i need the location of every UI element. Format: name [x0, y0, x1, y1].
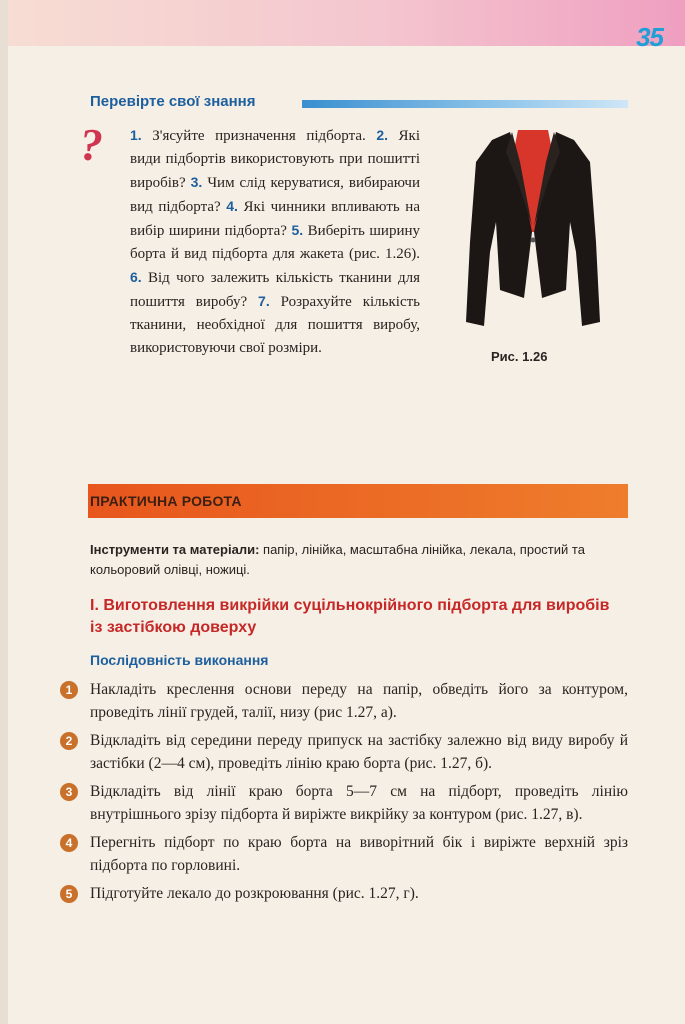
question-number: 2. — [376, 127, 388, 143]
question-number: 5. — [291, 222, 304, 238]
question-text: З'ясуйте призначення підборта. — [152, 128, 366, 144]
question-text: Виберіть ширину борта й вид підборта для жакета (рис. 1.26). — [130, 223, 421, 262]
question-text: Які види підбортів використовують при пошитті виробів? — [130, 128, 421, 191]
figure-caption: Рис. 1.26 — [491, 349, 548, 364]
question-text: Розрахуйте кількість тканини, необхідної для пошиття виробу, використовуючи свої розміри. — [130, 294, 421, 356]
question-number: 7. — [258, 293, 270, 309]
step-number-badge: 2 — [60, 732, 78, 750]
step-number-badge: 3 — [60, 783, 78, 801]
step-number-badge: 1 — [60, 681, 78, 699]
question-number: 4. — [226, 198, 238, 214]
question-text: Які чинники впливають на вибір ширини підборта? — [130, 199, 420, 239]
step-list — [60, 678, 628, 910]
question-text: Чим слід керуватися, вибираючи вид підборта? — [130, 175, 421, 215]
list-item — [60, 831, 628, 877]
question-number: 1. — [130, 127, 142, 143]
question-number: 3. — [190, 174, 203, 190]
question-mark-icon: ? — [80, 119, 103, 170]
list-item — [60, 780, 628, 826]
header-band — [8, 0, 685, 46]
materials-paragraph — [90, 540, 630, 580]
list-item — [60, 882, 628, 905]
page-number: 35 — [636, 22, 663, 52]
step-number-badge: 5 — [60, 885, 78, 903]
knowledge-check-title: Перевірте свої знання — [90, 93, 256, 110]
question-list — [130, 124, 420, 360]
sequence-title: Послідовність виконання — [90, 652, 269, 668]
jacket-icon — [462, 122, 604, 332]
title-underline-bar — [302, 100, 628, 108]
step-text: Відкладіть від лінії краю борта 5—7 см на підборт, проведіть лінію внутрішнього зрізу підборта й виріжте викрійку за контуром (рис. 1.27, в). — [90, 783, 628, 823]
step-text: Перегніть підборт по краю борта на виворітний бік і виріжте верхній зріз підборта по горловині. — [90, 834, 628, 874]
task-subtitle: I. Виготовлення викрійки суцільнокрійного підборта для виробів із застібкою доверху — [90, 597, 610, 636]
list-item — [60, 678, 628, 724]
question-text: Від чого залежить кількість тканини для пошиття виробу? — [130, 270, 420, 310]
step-text: Відкладіть від середини переду припуск на застібку залежно від виду виробу й застібки (2—4 см), проведіть лінію краю борта (рис. 1.27, б). — [90, 732, 628, 772]
question-number: 6. — [130, 269, 142, 285]
materials-label: Інструменти та матеріали: — [90, 542, 260, 557]
materials-text: папір, лінійка, масштабна лінійка, лекала, простий та кольоровий олівці, ножиці. — [90, 542, 585, 577]
list-item — [60, 729, 628, 775]
step-number-badge: 4 — [60, 834, 78, 852]
step-text: Накладіть креслення основи переду на папір, обведіть його за контуром, проведіть лінії грудей, талії, низу (рис 1.27, а). — [90, 681, 628, 721]
practical-work-title: ПРАКТИЧНА РОБОТА — [90, 493, 242, 509]
step-text: Підготуйте лекало до розкроювання (рис. 1.27, г). — [90, 885, 419, 902]
page-binding-edge — [0, 0, 8, 1024]
